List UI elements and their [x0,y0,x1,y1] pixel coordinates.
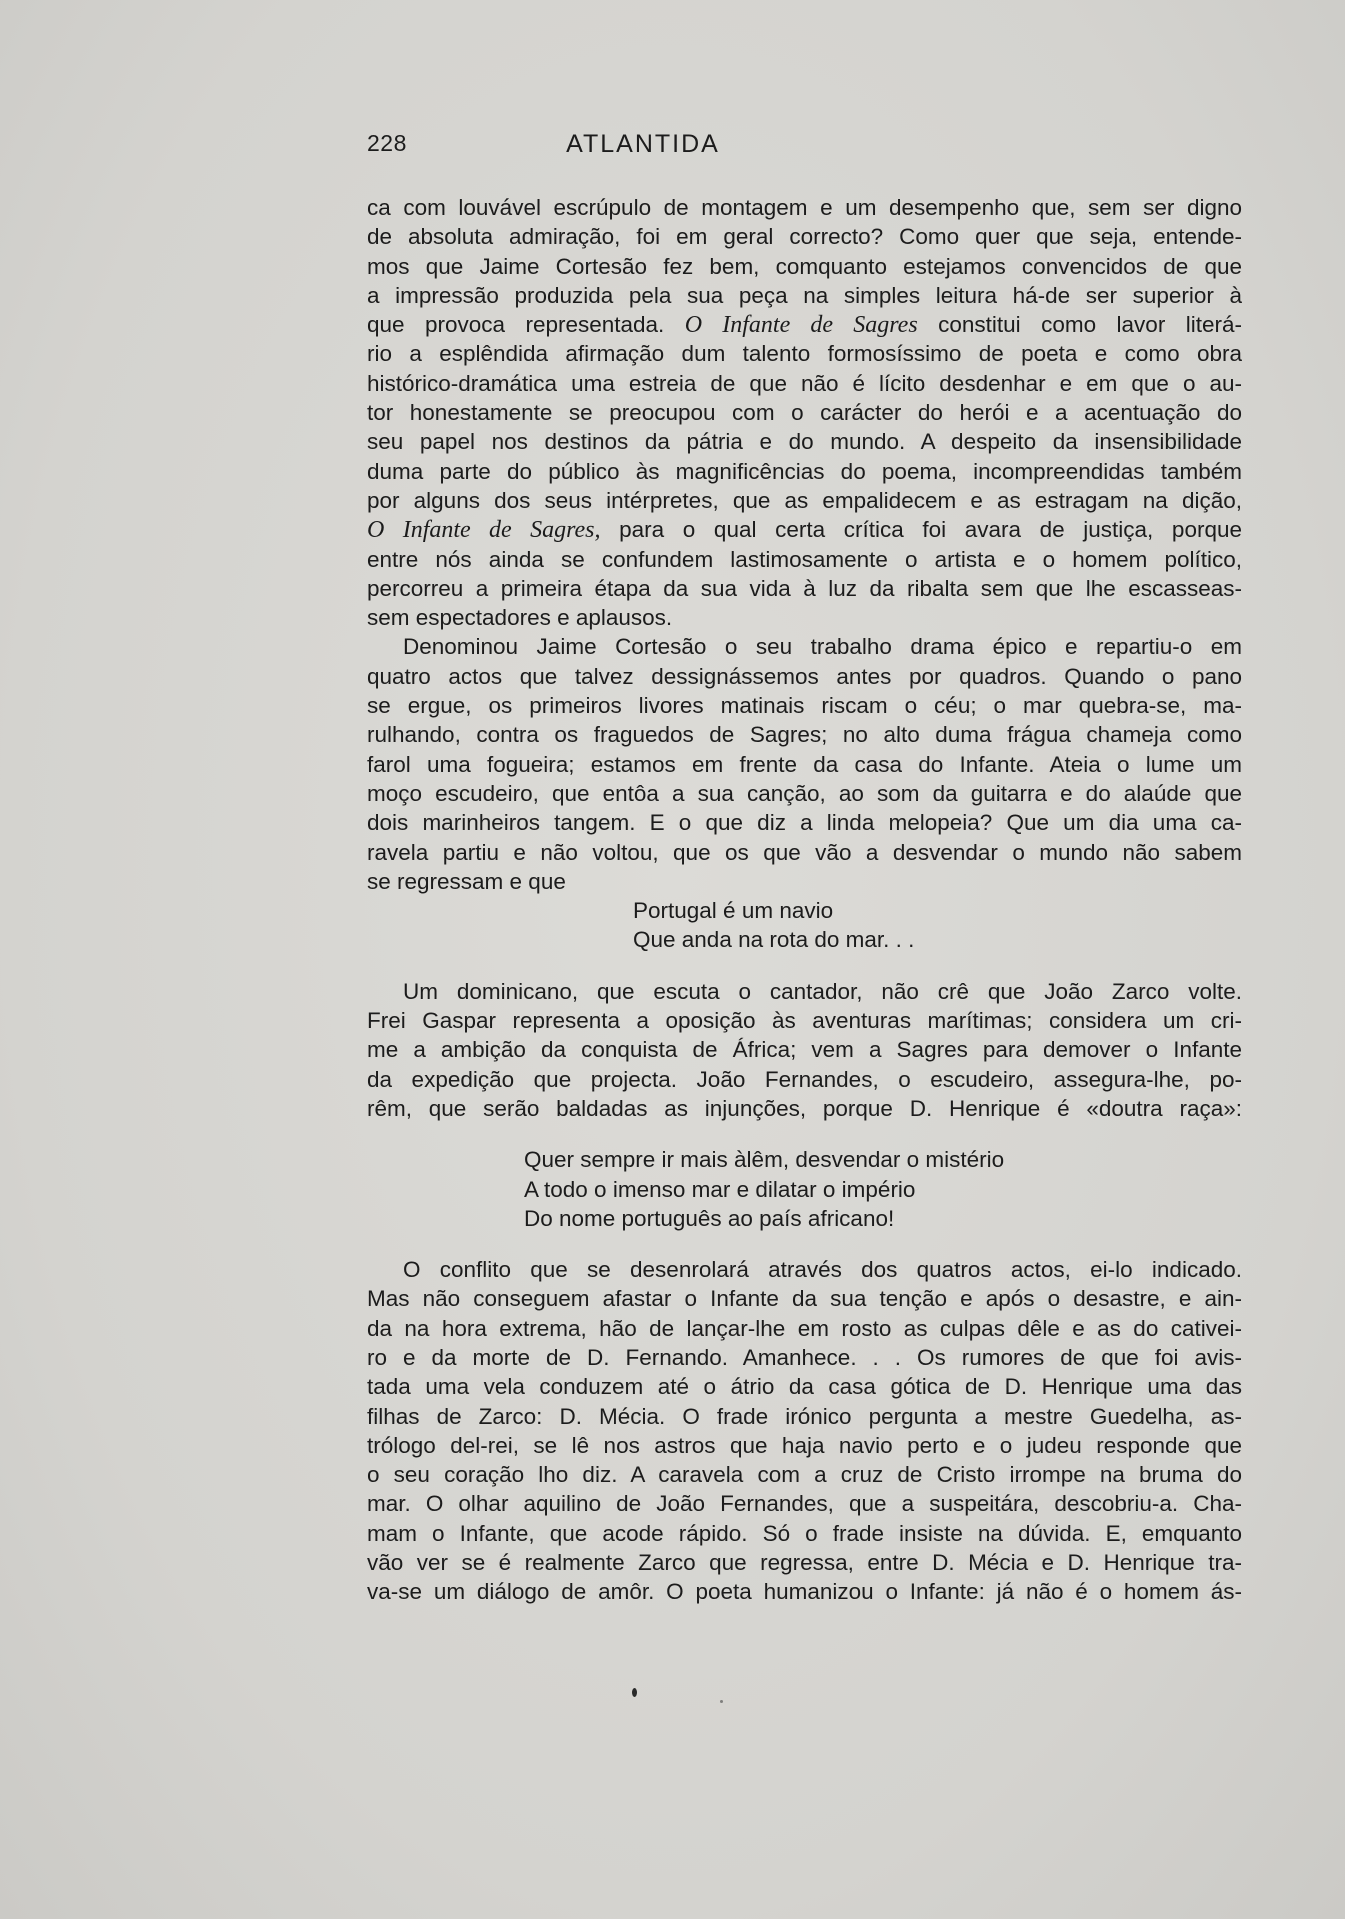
text-line: me a ambição da conquista de África; vem a Sagres para demover o Infante [367,1037,1242,1063]
body-text [367,193,1242,1607]
text-line: ravela partiu e não voltou, que os que vão a desvendar o mundo não sabem [367,839,1242,865]
text-line: ro e da morte de D. Fernando. Amanhece. . . Os rumores de que foi avis- [367,1344,1242,1370]
text-fragment: para o qual certa crítica foi avara de justiça, porque [619,517,1242,543]
text-line: Mas não conseguem afastar o Infante da sua tenção e após o desastre, e ain- [367,1286,1242,1312]
work-title: O Infante de Sagres [684,312,918,339]
text-line: histórico-dramática uma estreia de que não é lícito desdenhar e em que o au- [367,370,1242,396]
text-line: da na hora extrema, hão de lançar-lhe em rosto as culpas dêle e as do cativei- [367,1315,1242,1341]
page-number: 228 [367,130,407,156]
text-line: percorreu a primeira étapa da sua vida à luz da ribalta sem que lhe escasseas- [367,575,1242,601]
text-line: tada uma vela conduzem até o átrio da casa gótica de D. Henrique uma das [367,1374,1242,1400]
ink-speck [632,1688,637,1697]
text-line: vão ver se é realmente Zarco que regressa, entre D. Mécia e D. Henrique tra- [367,1550,1242,1576]
text-line: filhas de Zarco: D. Mécia. O frade irónico pergunta a mestre Guedelha, as- [367,1403,1242,1429]
text-fragment: constitui como lavor literá- [938,312,1242,338]
text-line: mar. O olhar aquilino de João Fernandes, que a suspeitára, descobriu-a. Cha- [367,1491,1242,1517]
text-line: mam o Infante, que acode rápido. Só o frade insiste na dúvida. E, emquanto [367,1520,1242,1546]
verse-line: Quer sempre ir mais àlêm, desvendar o mistério [524,1147,1005,1173]
text-line: trólogo del-rei, se lê nos astros que haja navio perto e o judeu responde que [367,1432,1242,1458]
verse-line: Do nome português ao país africano! [524,1205,895,1231]
text-line: se ergue, os primeiros livores matinais riscam o céu; o mar quebra-se, ma- [367,693,1242,719]
text-line: Denominou Jaime Cortesão o seu trabalho drama épico e repartiu-o em [403,634,1242,660]
spacer [367,1233,1242,1255]
paragraph-4 [367,1255,1242,1607]
text-line: va-se um diálogo de amôr. O poeta humanizou o Infante: já não é o homem ás- [367,1579,1242,1605]
ink-speck [720,1700,723,1703]
text-line: seu papel nos destinos da pátria e do mundo. A despeito da insensibilidade [367,429,1242,455]
text-line: farol uma fogueira; estamos em frente da casa do Infante. Ateia o lume um [367,751,1242,777]
text-line: ca com louvável escrúpulo de montagem e um desempenho que, sem ser digno [367,195,1242,220]
text-line: dois marinheiros tangem. E o que diz a linda melopeia? Que um dia uma ca- [367,810,1242,836]
text-line: da expedição que projecta. João Fernandes, o escudeiro, assegura-lhe, po- [367,1066,1242,1092]
verse-line: Portugal é um navio [633,898,834,924]
text-line: a impressão produzida pela sua peça na simples leitura há-de ser superior à [367,282,1242,308]
verse-quote-2 [367,1145,1242,1233]
paragraph-2 [367,632,1242,896]
paragraph-1 [367,193,1242,632]
text-line: tor honestamente se preocupou com o carácter do herói e a acentuação do [367,400,1242,426]
paragraph-3 [367,977,1242,1123]
text-line [367,515,1242,544]
text-fragment: que provoca representada. [367,312,665,338]
work-title: O Infante de Sagres, [367,517,601,544]
text-line: duma parte do público às magnificências do poema, incompreendidas também [367,458,1242,484]
text-line: Frei Gaspar representa a oposição às aventuras marítimas; considera um cri- [367,1008,1242,1034]
text-line: se regressam e que [367,868,566,894]
page-header [367,130,879,166]
verse-quote-1 [367,896,1242,955]
text-line: entre nós ainda se confundem lastimosamente o artista e o homem político, [367,546,1242,572]
running-title: ATLANTIDA [566,130,720,158]
text-line [367,310,1242,339]
text-line: O conflito que se desenrolará através dos quatros actos, ei-lo indicado. [403,1257,1242,1283]
text-line: o seu coração lho diz. A caravela com a cruz de Cristo irrompe na bruma do [367,1462,1242,1488]
text-line: moço escudeiro, que entôa a sua canção, ao som da guitarra e do alaúde que [367,780,1242,806]
text-line: rêm, que serão baldadas as injunções, porque D. Henrique é «doutra raça»: [367,1095,1242,1121]
text-line: de absoluta admiração, foi em geral correcto? Como quer que seja, entende- [367,224,1242,250]
text-line: rio a esplêndida afirmação dum talento formosíssimo de poeta e como obra [367,341,1242,367]
text-line: quatro actos que talvez dessignássemos antes por quadros. Quando o pano [367,663,1242,689]
text-line: mos que Jaime Cortesão fez bem, comquanto estejamos convencidos de que [367,253,1242,279]
spacer [367,955,1242,977]
spacer [367,1123,1242,1145]
verse-line: Que anda na rota do mar. . . [633,927,915,953]
text-line: rulhando, contra os fraguedos de Sagres; no alto duma frágua chameja como [367,722,1242,748]
text-line: por alguns dos seus intérpretes, que as empalidecem e as estragam na dição, [367,487,1242,513]
verse-line: A todo o imenso mar e dilatar o império [524,1176,916,1202]
text-line: Um dominicano, que escuta o cantador, não crê que João Zarco volte. [403,978,1242,1004]
text-line: sem espectadores e aplausos. [367,605,673,631]
